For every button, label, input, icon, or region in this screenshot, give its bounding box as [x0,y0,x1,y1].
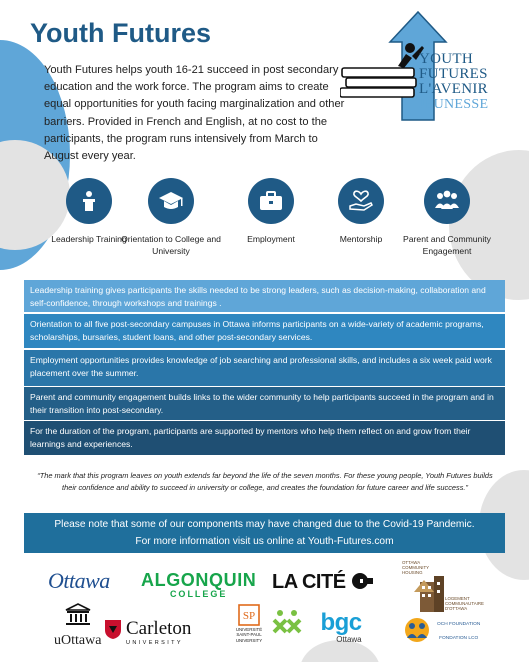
saint-paul-emblem-icon [238,604,260,626]
och-housing-text: OTTAWA COMMUNITY HOUSING [402,560,429,575]
carleton-university-logo [104,618,191,646]
carleton-sub: UNIVERSITY [126,640,184,646]
saint-paul-name: UNIVERSITÉ SAINT-PAUL UNIVERSITY [235,627,263,643]
uottawa-logo [54,602,101,649]
och-foundation-logo [399,616,435,648]
component-label: Parent and Community Engagement [403,234,491,256]
saint-paul-university-logo [229,604,269,643]
covid-notice [24,513,505,553]
youth-futures-logo-text [419,52,488,112]
description-engagement: Parent and community engagement builds links to the wider community to help participants succeed in the program and in their transition into post-secondary. [24,387,505,420]
page-title: Youth Futures [30,18,211,48]
graduation-cap-icon [148,178,194,224]
notice-line: For more information visit us online at Youth-Futures.com [135,536,394,547]
bgc-ottawa-logo [272,608,362,644]
algonquin-college-logo [141,570,256,599]
community-icon [424,178,470,224]
logo-line: L'AVENIR [419,81,488,97]
component-label: Employment [247,234,295,244]
bgc-city: Ottawa [336,635,362,644]
notice-line: Please note that some of our components may have changed due to the Covid-19 Pandemic. [54,519,475,530]
heart-hand-icon [338,178,384,224]
description-mentorship: For the duration of the program, participants are supported by mentors who help them reflect on and grow from their learnings and experiences. [24,421,505,455]
testimonial-quote: “The mark that this program leaves on youth extends far beyond the life of the seven months. For these young people, Youth Futures builds their confidence and ability to succeed in university or college, and creates the foundation for future career and life success.” [37,471,493,492]
uottawa-name: uOttawa [54,633,102,648]
logo-line: YOUTH [419,51,473,67]
fondation-name: FONDATION LCO [439,636,479,641]
component-label: Mentorship [339,234,383,244]
partner-logos [0,556,529,662]
description-employment: Employment opportunities provides knowledge of job searching and professional skills, and includes a six week paid work placement over the summer. [24,350,505,386]
component-engagement [392,178,502,257]
component-orientation [116,178,226,257]
carleton-name: Carleton [126,618,192,639]
och-foundation-name: OCH FOUNDATION [437,622,481,627]
algonquin-name: ALGONQUIN [141,570,257,590]
la-cite-logo [272,571,373,594]
carleton-shield-icon [104,618,122,640]
logo-line: FUTURES [419,66,488,82]
bgc-people-icon [272,608,316,634]
bgc-name: bgc [320,609,362,636]
description-orientation: Orientation to all five post-secondary campuses in Ottawa informs participants on a wide-variety of academic programs, scholarships, bursaries, student loans, and other post-secondary services. [24,314,505,348]
city-of-ottawa-logo: Ottawa [48,568,110,593]
briefcase-icon [248,178,294,224]
description-leadership: Leadership training gives participants the skills needed to be strong leaders, such as decision-making, collaboration and self-confidence, through workshops and trainings . [24,280,505,312]
algonquin-sub: COLLEGE [169,589,228,599]
och-foundation-text [437,622,480,642]
component-icons-row [51,178,496,258]
logo-line: JEUNESSE [419,97,489,112]
component-label: Orientation to College and University [121,234,221,256]
la-cite-name: LA CITÉ [272,571,346,593]
intro-paragraph: Youth Futures helps youth 16-21 succeed in post secondary education and the work force. The program aims to create equal opportunities for youth facing marginalization and other barriers. Provided in French and English, at no cost to the participants, the program runs intensively from March to August every year. [44,64,345,163]
uottawa-building-icon [63,602,93,626]
svg-text:SP: SP [242,610,256,622]
logement-text: LOGEMENT COMMUNAUTAIRE D'OTTAWA [445,596,484,611]
component-label: Leadership Training [51,234,127,244]
la-cite-mark-icon [351,572,373,590]
podium-icon [66,178,112,224]
